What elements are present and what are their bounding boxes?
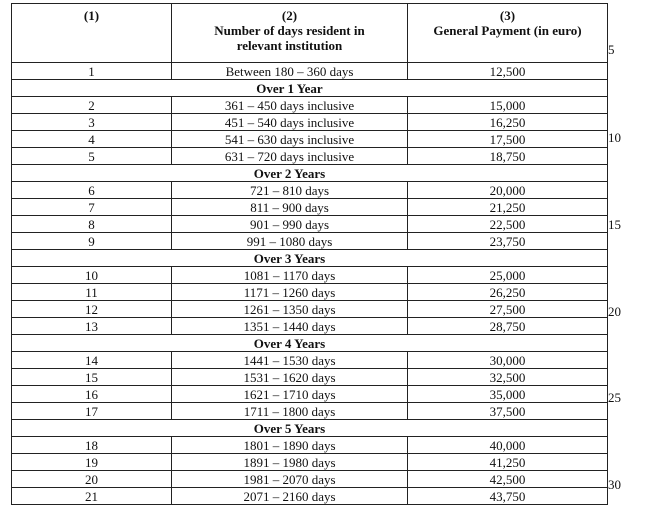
group-heading-row	[12, 250, 608, 267]
days-range-cell: 1891 – 1980 days	[172, 454, 408, 471]
days-range-cell: 361 – 450 days inclusive	[172, 97, 408, 114]
table-body	[12, 63, 608, 505]
days-range-cell: 721 – 810 days	[172, 182, 408, 199]
group-heading: Over 5 Years	[172, 420, 408, 437]
group-heading-spacer	[12, 420, 172, 437]
row-number-cell: 6	[12, 182, 172, 199]
group-heading-row	[12, 420, 608, 437]
group-heading-spacer	[408, 165, 608, 182]
table-row	[12, 148, 608, 165]
days-range-cell: 451 – 540 days inclusive	[172, 114, 408, 131]
table-row	[12, 182, 608, 199]
table-row	[12, 63, 608, 80]
row-number-cell: 10	[12, 267, 172, 284]
days-range-cell: 1621 – 1710 days	[172, 386, 408, 403]
row-number-cell: 17	[12, 403, 172, 420]
payment-amount-cell: 41,250	[408, 454, 608, 471]
margin-line-number: 25	[608, 390, 621, 405]
header-col-2-title: Number of days resident in relevant institution	[214, 23, 365, 53]
payment-amount-cell: 32,500	[408, 369, 608, 386]
group-heading-spacer	[12, 80, 172, 97]
group-heading: Over 4 Years	[172, 335, 408, 352]
days-range-cell: 631 – 720 days inclusive	[172, 148, 408, 165]
payment-amount-cell: 12,500	[408, 63, 608, 80]
payment-amount-cell: 26,250	[408, 284, 608, 301]
table-row	[12, 437, 608, 454]
table-row	[12, 454, 608, 471]
row-number-cell: 14	[12, 352, 172, 369]
row-number-cell: 20	[12, 471, 172, 488]
header-row	[12, 4, 608, 63]
group-heading: Over 3 Years	[172, 250, 408, 267]
payment-amount-cell: 15,000	[408, 97, 608, 114]
table-row	[12, 114, 608, 131]
table-row	[12, 488, 608, 505]
row-number-cell: 15	[12, 369, 172, 386]
header-col-1	[12, 4, 172, 63]
margin-line-number: 15	[608, 217, 621, 232]
payment-schedule-table	[11, 3, 608, 505]
days-range-cell: 1531 – 1620 days	[172, 369, 408, 386]
group-heading-spacer	[408, 250, 608, 267]
header-col-2-number: (2)	[281, 8, 298, 23]
table-row	[12, 369, 608, 386]
table-row	[12, 471, 608, 488]
table-row	[12, 216, 608, 233]
group-heading-row	[12, 80, 608, 97]
header-col-2	[172, 4, 408, 63]
row-number-cell: 4	[12, 131, 172, 148]
payment-amount-cell: 25,000	[408, 267, 608, 284]
row-number-cell: 2	[12, 97, 172, 114]
payment-amount-cell: 42,500	[408, 471, 608, 488]
payment-amount-cell: 43,750	[408, 488, 608, 505]
payment-amount-cell: 28,750	[408, 318, 608, 335]
payment-amount-cell: 30,000	[408, 352, 608, 369]
row-number-cell: 13	[12, 318, 172, 335]
days-range-cell: 1801 – 1890 days	[172, 437, 408, 454]
days-range-cell: 991 – 1080 days	[172, 233, 408, 250]
group-heading: Over 1 Year	[172, 80, 408, 97]
row-number-cell: 21	[12, 488, 172, 505]
payment-amount-cell: 16,250	[408, 114, 608, 131]
row-number-cell: 18	[12, 437, 172, 454]
days-range-cell: 2071 – 2160 days	[172, 488, 408, 505]
days-range-cell: 1981 – 2070 days	[172, 471, 408, 488]
payment-amount-cell: 37,500	[408, 403, 608, 420]
header-col-1-number: (1)	[83, 8, 100, 23]
table-row	[12, 301, 608, 318]
table-row	[12, 199, 608, 216]
row-number-cell: 7	[12, 199, 172, 216]
row-number-cell: 9	[12, 233, 172, 250]
days-range-cell: 811 – 900 days	[172, 199, 408, 216]
table-row	[12, 403, 608, 420]
header-col-3	[408, 4, 608, 63]
margin-line-number: 5	[608, 42, 615, 57]
days-range-cell: 1711 – 1800 days	[172, 403, 408, 420]
days-range-cell: Between 180 – 360 days	[172, 63, 408, 80]
row-number-cell: 1	[12, 63, 172, 80]
group-heading-spacer	[12, 250, 172, 267]
row-number-cell: 19	[12, 454, 172, 471]
table-row	[12, 131, 608, 148]
row-number-cell: 8	[12, 216, 172, 233]
group-heading-spacer	[12, 165, 172, 182]
group-heading-spacer	[12, 335, 172, 352]
payment-amount-cell: 18,750	[408, 148, 608, 165]
row-number-cell: 16	[12, 386, 172, 403]
payment-amount-cell: 40,000	[408, 437, 608, 454]
header-col-3-title: General Payment (in euro)	[433, 23, 582, 38]
group-heading-row	[12, 165, 608, 182]
table-row	[12, 284, 608, 301]
row-number-cell: 3	[12, 114, 172, 131]
table-row	[12, 267, 608, 284]
days-range-cell: 1441 – 1530 days	[172, 352, 408, 369]
payment-amount-cell: 17,500	[408, 131, 608, 148]
payment-amount-cell: 23,750	[408, 233, 608, 250]
days-range-cell: 1081 – 1170 days	[172, 267, 408, 284]
group-heading-row	[12, 335, 608, 352]
payment-amount-cell: 35,000	[408, 386, 608, 403]
table-row	[12, 318, 608, 335]
margin-line-number: 10	[608, 130, 621, 145]
group-heading: Over 2 Years	[172, 165, 408, 182]
days-range-cell: 1351 – 1440 days	[172, 318, 408, 335]
group-heading-spacer	[408, 335, 608, 352]
payment-amount-cell: 20,000	[408, 182, 608, 199]
row-number-cell: 11	[12, 284, 172, 301]
header-col-3-number: (3)	[499, 8, 516, 23]
payment-amount-cell: 27,500	[408, 301, 608, 318]
payment-amount-cell: 21,250	[408, 199, 608, 216]
row-number-cell: 12	[12, 301, 172, 318]
row-number-cell: 5	[12, 148, 172, 165]
days-range-cell: 1261 – 1350 days	[172, 301, 408, 318]
days-range-cell: 901 – 990 days	[172, 216, 408, 233]
group-heading-spacer	[408, 420, 608, 437]
table-row	[12, 352, 608, 369]
margin-line-number: 20	[608, 304, 621, 319]
margin-line-number: 30	[608, 477, 621, 492]
table-row	[12, 97, 608, 114]
days-range-cell: 541 – 630 days inclusive	[172, 131, 408, 148]
table-row	[12, 386, 608, 403]
group-heading-spacer	[408, 80, 608, 97]
days-range-cell: 1171 – 1260 days	[172, 284, 408, 301]
table-row	[12, 233, 608, 250]
payment-amount-cell: 22,500	[408, 216, 608, 233]
